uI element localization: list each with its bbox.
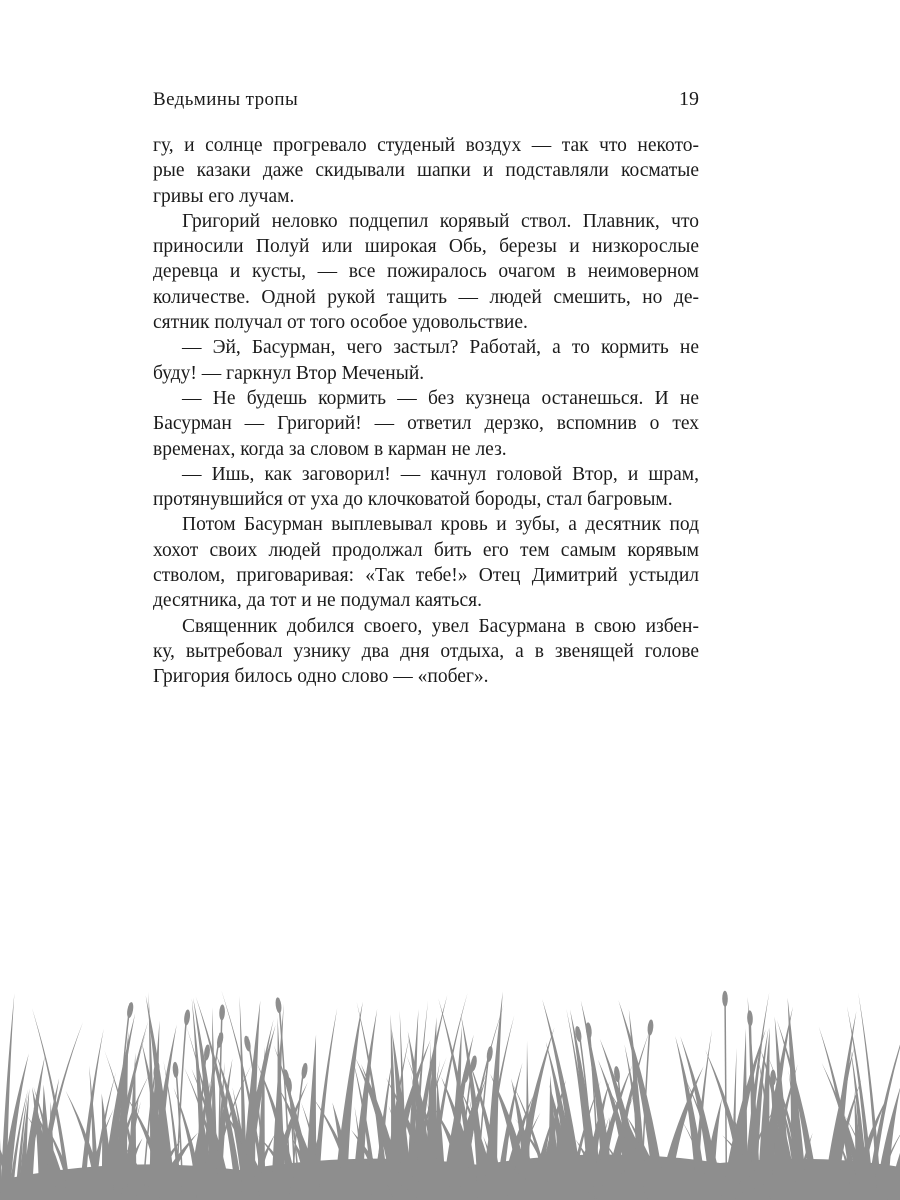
page-number: 19 [679, 88, 699, 110]
reed-head [275, 997, 283, 1014]
text-line: Григорий неловко подцепил корявый ствол. Плавник, что [182, 210, 699, 232]
text-line: Потом Басурман выплевывал кровь и зубы, а десятник под [182, 514, 699, 536]
text-line: количестве. Одной рукой тащить — людей смешить, но де- [153, 286, 699, 308]
running-title: Ведьмины тропы [153, 89, 299, 110]
text-line: приносили Полуй или широкая Обь, березы и низкорослые [153, 236, 699, 258]
reed-head [216, 1032, 225, 1049]
text-line: ку, вытребовал узнику два дня отдыха, а в звенящей голове [153, 640, 699, 662]
reed-head [126, 1002, 134, 1019]
text-line: гу, и солнце прогревало студеный воздух — так что некото- [153, 135, 699, 156]
text-line: деревца и кусты, — все пожиралось очагом в неимоверном [153, 261, 699, 283]
reed-head [722, 991, 728, 1007]
reed-head [486, 1046, 494, 1063]
text-line: — Эй, Басурман, чего застыл? Работай, а то кормить не [182, 337, 699, 359]
text-line: десятника, да тот и не подумал каяться. [153, 590, 482, 612]
text-line: стволом, приговаривая: «Так тебе!» Отец Димитрий устыдил [153, 565, 699, 587]
text-line: сятник получал от того особое удовольствие. [153, 312, 528, 334]
text-line: — Не будешь кормить — без кузнеца останешься. И не [182, 387, 699, 409]
reed-head [301, 1062, 309, 1079]
text-line: Григория билось одно слово — «побег». [153, 666, 489, 688]
text-line: гривы его лучам. [153, 185, 295, 207]
text-line: Священник добился своего, увел Басурмана в свою избен- [182, 615, 699, 637]
reed-head [747, 1010, 753, 1026]
reed-head [219, 1004, 225, 1020]
reed-head [243, 1035, 252, 1052]
reed-head [172, 1062, 179, 1078]
text-line: буду! — гаркнул Втор Меченый. [153, 362, 425, 384]
text-line: временах, когда за словом в карман не лез. [153, 438, 507, 460]
grass-reeds-silhouette-icon [0, 985, 900, 1200]
reed-head [647, 1019, 654, 1035]
body-text [153, 133, 699, 690]
text-line: — Ишь, как заговорил! — качнул головой Втор, и шрам, [182, 463, 699, 485]
text-line: протянувшийся от уха до клочковатой бороды, стал багровым. [153, 489, 673, 511]
page-header [153, 88, 699, 111]
text-line: рые казаки даже скидывали шапки и подставляли косматые [153, 160, 699, 182]
text-line: Басурман — Григорий! — ответил дерзко, вспомнив о тех [153, 413, 699, 435]
reed-head [183, 1009, 190, 1026]
text-line: хохот своих людей продолжал бить его тем самым корявым [153, 539, 699, 561]
